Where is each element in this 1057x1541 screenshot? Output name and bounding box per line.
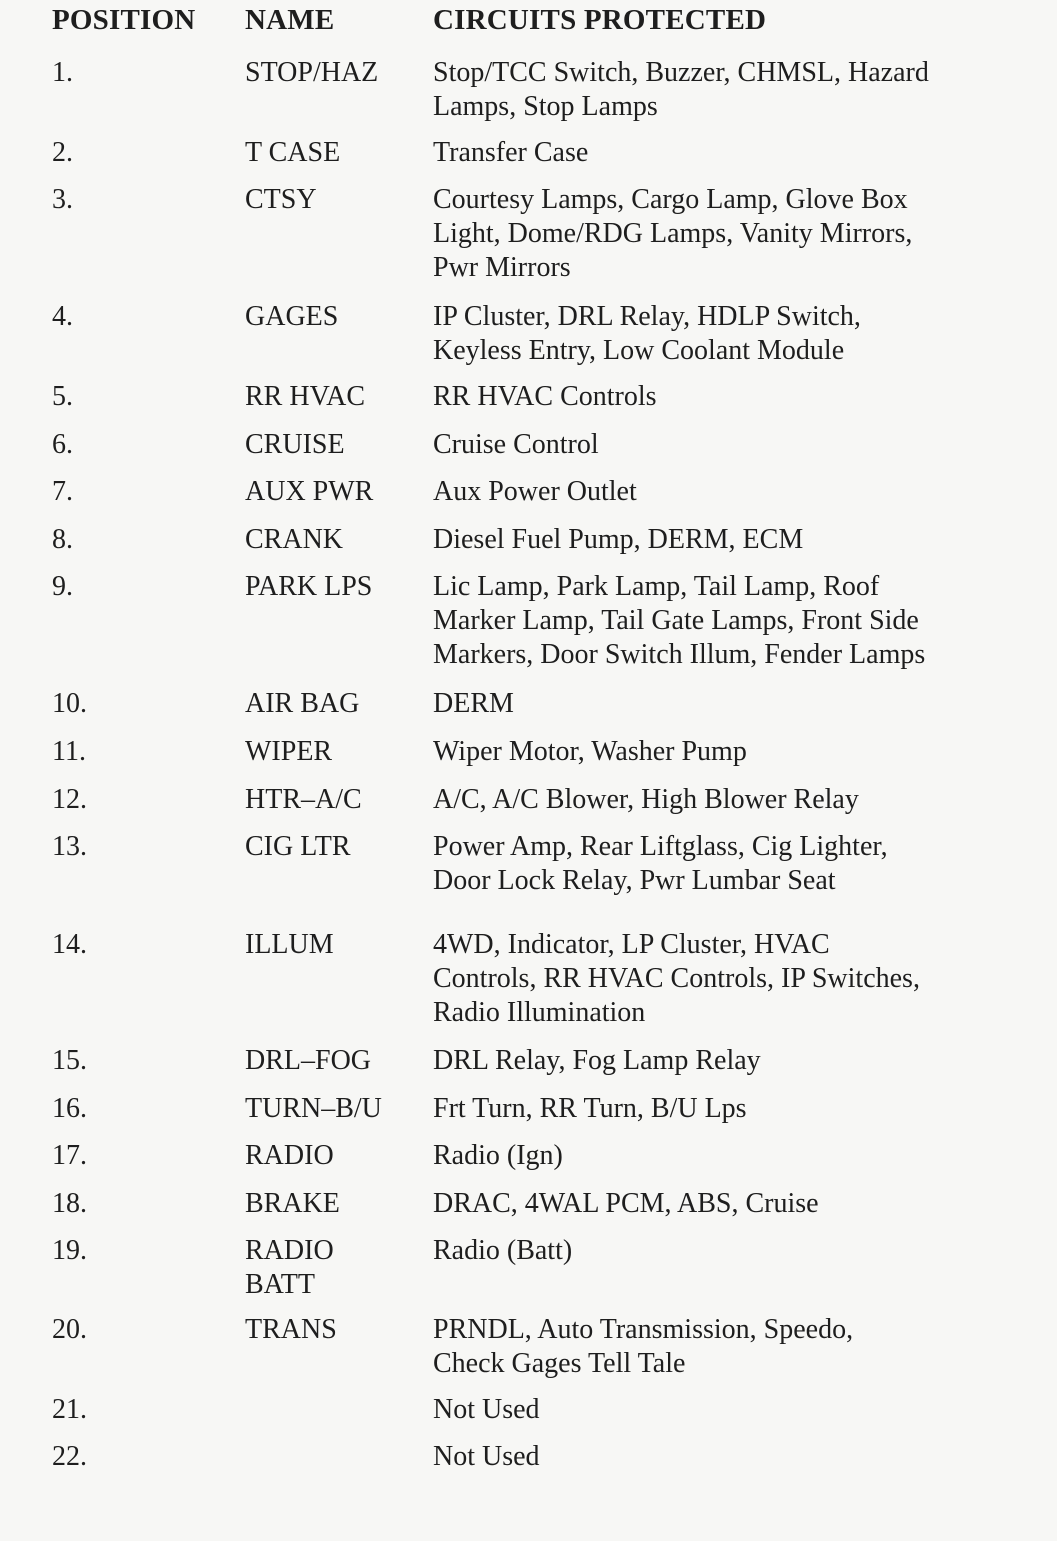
fuse-name: TURN–B/U bbox=[245, 1093, 382, 1124]
fuse-name: BRAKE bbox=[245, 1188, 340, 1219]
fuse-name: CRANK bbox=[245, 524, 344, 555]
circuits-protected: Radio (Ign) bbox=[433, 1140, 563, 1171]
circuits-protected: A/C, A/C Blower, High Blower Relay bbox=[433, 784, 859, 815]
fuse-name: STOP/HAZ bbox=[245, 57, 379, 88]
header-position: POSITION bbox=[52, 4, 196, 36]
fuse-position: 14. bbox=[52, 929, 87, 960]
fuse-position: 11. bbox=[52, 736, 86, 767]
fuse-position: 17. bbox=[52, 1140, 87, 1171]
circuits-protected: RR HVAC Controls bbox=[433, 381, 657, 412]
circuits-protected: Aux Power Outlet bbox=[433, 476, 637, 507]
fuse-name: RADIO BATT bbox=[245, 1235, 334, 1300]
fuse-name: RR HVAC bbox=[245, 381, 366, 412]
fuse-name: PARK LPS bbox=[245, 571, 373, 602]
fuse-position: 19. bbox=[52, 1235, 87, 1266]
circuits-protected: Wiper Motor, Washer Pump bbox=[433, 736, 747, 767]
fuse-position: 10. bbox=[52, 688, 87, 719]
circuits-protected: Diesel Fuel Pump, DERM, ECM bbox=[433, 524, 804, 555]
fuse-name: DRL–FOG bbox=[245, 1045, 372, 1076]
fuse-position: 12. bbox=[52, 784, 87, 815]
fuse-name: HTR–A/C bbox=[245, 784, 362, 815]
fuse-position: 8. bbox=[52, 524, 73, 555]
fuse-name: RADIO bbox=[245, 1140, 334, 1171]
circuits-protected: PRNDL, Auto Transmission, Speedo, Check Gages Tell Tale bbox=[433, 1314, 854, 1379]
circuits-protected: Courtesy Lamps, Cargo Lamp, Glove Box Light, Dome/RDG Lamps, Vanity Mirrors, Pwr Mirrors bbox=[433, 184, 913, 283]
circuits-protected: Not Used bbox=[433, 1441, 540, 1472]
fuse-position: 15. bbox=[52, 1045, 87, 1076]
header-name: NAME bbox=[245, 4, 335, 36]
fuse-position: 16. bbox=[52, 1093, 87, 1124]
fuse-position: 5. bbox=[52, 381, 73, 412]
circuits-protected: IP Cluster, DRL Relay, HDLP Switch, Keyless Entry, Low Coolant Module bbox=[433, 301, 861, 366]
fuse-position: 20. bbox=[52, 1314, 87, 1345]
fuse-position: 9. bbox=[52, 571, 73, 602]
fuse-position: 3. bbox=[52, 184, 73, 215]
circuits-protected: DRL Relay, Fog Lamp Relay bbox=[433, 1045, 761, 1076]
fuse-name: CTSY bbox=[245, 184, 317, 215]
fuse-name: CRUISE bbox=[245, 429, 345, 460]
circuits-protected: Frt Turn, RR Turn, B/U Lps bbox=[433, 1093, 747, 1124]
header-circuits: CIRCUITS PROTECTED bbox=[433, 4, 767, 36]
fuse-position: 7. bbox=[52, 476, 73, 507]
fuse-position: 6. bbox=[52, 429, 73, 460]
fuse-name: T CASE bbox=[245, 137, 341, 168]
circuits-protected: Cruise Control bbox=[433, 429, 599, 460]
fuse-name: ILLUM bbox=[245, 929, 334, 960]
fuse-name: AIR BAG bbox=[245, 688, 360, 719]
circuits-protected: Lic Lamp, Park Lamp, Tail Lamp, Roof Marker Lamp, Tail Gate Lamps, Front Side Markers, Door Switch Illum, Fender Lamps bbox=[433, 571, 926, 670]
fuse-position: 21. bbox=[52, 1394, 87, 1425]
circuits-protected: Radio (Batt) bbox=[433, 1235, 573, 1266]
table-header bbox=[0, 4, 1057, 44]
circuits-protected: DRAC, 4WAL PCM, ABS, Cruise bbox=[433, 1188, 819, 1219]
fuse-name: GAGES bbox=[245, 301, 339, 332]
fuse-name: WIPER bbox=[245, 736, 333, 767]
circuits-protected: Stop/TCC Switch, Buzzer, CHMSL, Hazard Lamps, Stop Lamps bbox=[433, 57, 929, 122]
fuse-position: 4. bbox=[52, 301, 73, 332]
fuse-name: TRANS bbox=[245, 1314, 337, 1345]
circuits-protected: Transfer Case bbox=[433, 137, 589, 168]
fuse-name: CIG LTR bbox=[245, 831, 351, 862]
circuits-protected: Power Amp, Rear Liftglass, Cig Lighter, Door Lock Relay, Pwr Lumbar Seat bbox=[433, 831, 888, 896]
fuse-position: 13. bbox=[52, 831, 87, 862]
fuse-name: AUX PWR bbox=[245, 476, 374, 507]
circuits-protected: 4WD, Indicator, LP Cluster, HVAC Controls, RR HVAC Controls, IP Switches, Radio Illumination bbox=[433, 929, 920, 1028]
fuse-position: 22. bbox=[52, 1441, 87, 1472]
fuse-position: 1. bbox=[52, 57, 73, 88]
fuse-position: 2. bbox=[52, 137, 73, 168]
circuits-protected: DERM bbox=[433, 688, 514, 719]
fuse-position: 18. bbox=[52, 1188, 87, 1219]
circuits-protected: Not Used bbox=[433, 1394, 540, 1425]
